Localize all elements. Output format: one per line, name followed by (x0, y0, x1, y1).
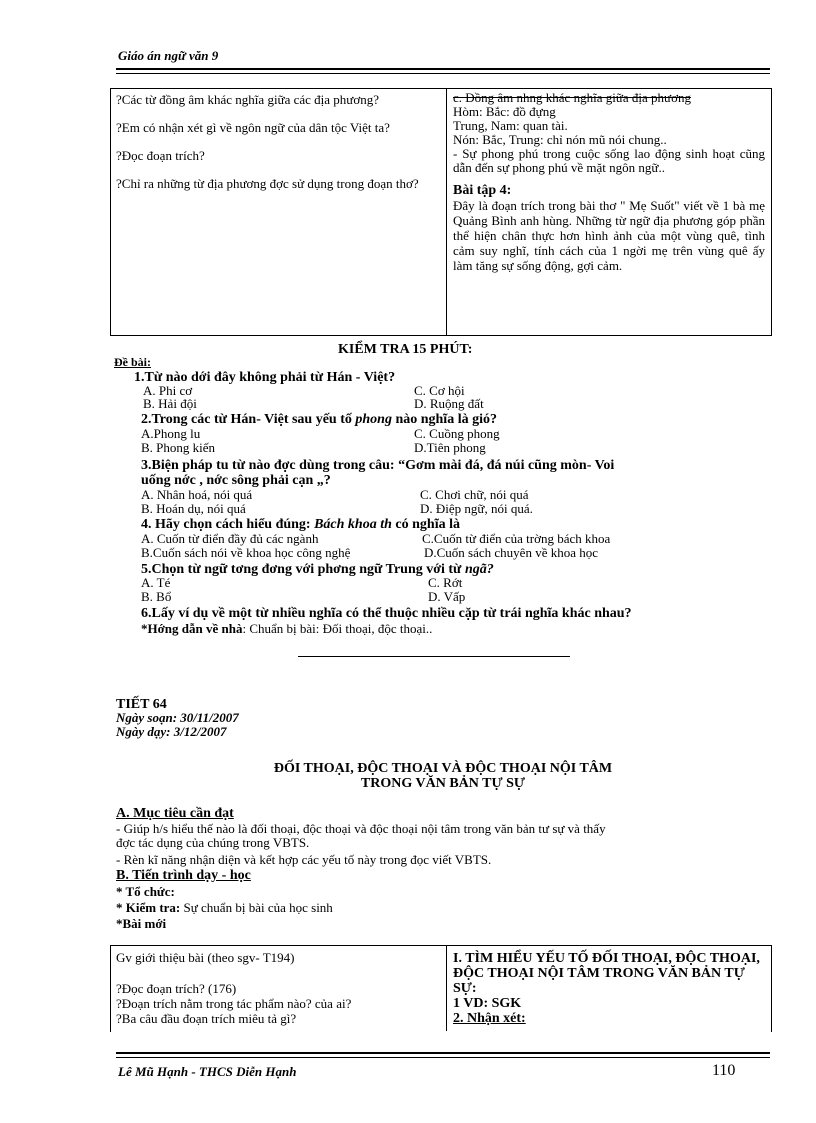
teacher-note: Gv giới thiệu bài (theo sgv- T194) (116, 950, 295, 965)
question-text: ?Đọc đoạn trích? (116, 148, 205, 163)
table-1-left-cell (116, 92, 440, 191)
lesson-title-line-2: TRONG VĂN BẢN TỰ SỰ (360, 776, 526, 791)
option-b: B. Bổ (141, 589, 172, 604)
option-d: D. Ruộng đất (414, 396, 484, 411)
option-b: B. Hoán dụ, nói quá (141, 501, 246, 516)
option-c: C. Cơ hội (414, 383, 465, 398)
footer-author: Lê Mũ Hạnh - THCS Diễn Hạnh (118, 1064, 297, 1079)
option-a: A. Té (141, 575, 171, 590)
question-1: 1.Từ nào dới đây không phải từ Hán - Việt? (134, 370, 396, 385)
option-c: C. Cuồng phong (414, 426, 500, 441)
question-text: ?Đoạn trích nằm trong tác phẩm nào? của ai? (116, 996, 352, 1011)
example-line: 1 VD: SGK (453, 996, 522, 1011)
new-lesson-line: *Bài mới (116, 916, 167, 931)
exercise-text: Đây là đoạn trích trong bài thơ " Mẹ Suốt" viết về 1 bà mẹ Quảng Bình anh hùng. Những từ ngữ địa phương góp phần thể hiện chân thực hơn hình ảnh của một vùng quê, tình cảm suy nghĩ, tính cách của 1 ngời mẹ trên vùng quê ấy làm tăng sự sống động, gợi cảm. (453, 198, 765, 273)
separator-line (298, 656, 570, 657)
section-b-heading: B. Tiến trình dạy - học (116, 868, 251, 883)
answer-line: Nón: Bắc, Trung: chỉ nón mũ nói chung.. (453, 132, 667, 147)
org-line: * Tổ chức: (116, 884, 175, 899)
option-b: B.Cuốn sách nói về khoa học công nghệ (141, 545, 351, 560)
test-title: KIỂM TRA 15 PHÚT: (338, 342, 473, 357)
option-c: C. Rớt (428, 575, 463, 590)
option-d: D. Vấp (428, 589, 466, 604)
option-a: A.Phong lu (141, 426, 201, 441)
table-2-right-cell (453, 951, 767, 1026)
goal-line: - Rèn kĩ năng nhận diện và kết hợp các yếu tố này trong đọc viết VBTS. (116, 852, 492, 867)
goal-line: đợc tác dụng của chúng trong VBTS. (116, 835, 310, 850)
remark-line: 2. Nhận xét: (453, 1011, 526, 1026)
answer-line: Trung, Nam: quan tài. (453, 118, 568, 133)
lesson-title-line-1: ĐỐI THOẠI, ĐỘC THOẠI VÀ ĐỘC THOẠI NỘI TÂM (273, 761, 613, 776)
test-prompt: Đề bài: (114, 355, 151, 369)
header-title: Giáo án ngữ văn 9 (118, 48, 219, 63)
question-text: ?Các từ đồng âm khác nghĩa giữa các địa phương? (116, 92, 380, 107)
question-text: ?Đọc đoạn trích? (176) (116, 981, 237, 996)
header-rule-thin (116, 73, 770, 74)
question-2: 2.Trong các từ Hán- Việt sau yếu tố phong nào nghĩa là gió? (141, 412, 497, 427)
option-a: A. Phi cơ (143, 383, 193, 398)
table-1-right-cell (453, 91, 765, 273)
question-text: ?Em có nhận xét gì về ngôn ngữ của dân tộc Việt ta? (116, 120, 390, 135)
answer-line: - Sự phong phú trong cuộc sống lao động sinh hoạt cũng dẫn đến sự phong phú về mặt ngôn ngữ.. (453, 146, 765, 175)
option-a: A. Cuốn từ điển đầy đủ các ngành (141, 531, 319, 546)
table-2-left-cell (116, 950, 440, 1026)
teach-date: Ngày dạy: 3/12/2007 (116, 724, 227, 739)
footer-rule-thick (116, 1052, 770, 1054)
question-text: ?Chỉ ra những từ địa phương đợc sử dụng trong đoạn thơ? (116, 176, 419, 191)
prep-date: Ngày soạn: 30/11/2007 (116, 710, 239, 725)
table-2-divider (446, 945, 447, 1031)
exercise-title: Bài tập 4: (453, 183, 512, 198)
check-line: * Kiểm tra: Sự chuẩn bị bài của học sinh (116, 900, 333, 915)
homework-line: *Hớng dẫn về nhà: Chuẩn bị bài: Đối thoại, độc thoại.. (141, 621, 433, 636)
option-d: D.Tiên phong (414, 440, 486, 455)
option-d: D.Cuốn sách chuyên về khoa học (424, 545, 599, 560)
lesson-period: TIẾT 64 (116, 697, 167, 712)
option-a: A. Nhân hoá, nói quá (141, 487, 253, 502)
question-3-line-2: uống nớc , nớc sông phải cạn „? (141, 473, 331, 488)
question-5: 5.Chọn từ ngữ tơng đơng với phơng ngữ Trung với từ ngã? (141, 562, 494, 577)
answer-line: Hòm: Bắc: đồ đựng (453, 104, 556, 119)
question-text: ?Ba câu đầu đoạn trích miêu tả gì? (116, 1011, 297, 1026)
table-1-divider (446, 88, 447, 336)
option-b: B. Phong kiến (141, 440, 216, 455)
option-c: C. Chơi chữ, nói quá (420, 487, 529, 502)
answer-heading: c. Đồng âm nhng khác nghĩa giữa địa phương (453, 90, 691, 105)
option-b: B. Hải đội (143, 396, 197, 411)
option-d: D. Điệp ngữ, nói quá. (420, 501, 533, 516)
goal-line: - Giúp h/s hiểu thế nào là đối thoại, độc thoại và độc thoại nội tâm trong văn bản tư sự và thấy (116, 821, 606, 836)
question-3-line-1: 3.Biện pháp tu từ nào đợc dùng trong câu: “Gơm mài đá, đá núi cũng mòn- Voi (141, 458, 615, 473)
question-4: 4. Hãy chọn cách hiểu đúng: Bách khoa th có nghĩa là (141, 517, 460, 532)
section-heading: I. TÌM HIỂU YẾU TỐ ĐỐI THOẠI, ĐỘC THOẠI, ĐỘC THOẠI NỘI TÂM TRONG VĂN BẢN TỰ SỰ: (453, 951, 760, 996)
question-6: 6.Lấy ví dụ về một từ nhiều nghĩa có thể thuộc nhiều cặp từ trái nghĩa khác nhau? (141, 606, 632, 621)
header-rule-thick (116, 68, 770, 70)
section-a-heading: A. Mục tiêu cần đạt (116, 806, 234, 821)
option-c: C.Cuốn từ điển của trờng bách khoa (422, 531, 611, 546)
page-number: 110 (712, 1062, 736, 1079)
footer-rule-thin (116, 1057, 770, 1058)
